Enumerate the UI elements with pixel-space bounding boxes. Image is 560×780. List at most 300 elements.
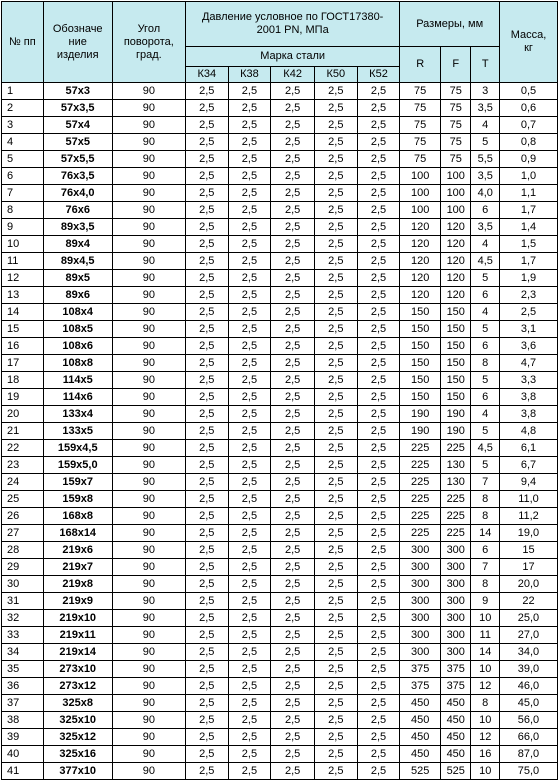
row-dim-r: 300 [400, 576, 441, 593]
row-pressure-k34: 2,5 [185, 287, 228, 304]
row-dim-r: 120 [400, 236, 441, 253]
row-pressure-k34: 2,5 [185, 389, 228, 406]
row-pressure-k38: 2,5 [228, 253, 271, 270]
row-pressure-k52: 2,5 [357, 542, 400, 559]
row-number: 10 [2, 236, 44, 253]
row-pressure-k50: 2,5 [314, 440, 357, 457]
row-pressure-k38: 2,5 [228, 627, 271, 644]
row-number: 22 [2, 440, 44, 457]
row-pressure-k52: 2,5 [357, 304, 400, 321]
row-pressure-k34: 2,5 [185, 559, 228, 576]
table-row [2, 389, 558, 406]
row-designation: 89x3,5 [43, 219, 112, 236]
row-angle: 90 [112, 372, 185, 389]
table-row [2, 372, 558, 389]
row-pressure-k38: 2,5 [228, 236, 271, 253]
row-designation: 219x11 [43, 627, 112, 644]
table-row [2, 100, 558, 117]
row-dim-r: 150 [400, 338, 441, 355]
row-dim-f: 150 [441, 338, 471, 355]
row-designation: 57x3 [43, 83, 112, 100]
row-number: 30 [2, 576, 44, 593]
row-pressure-k50: 2,5 [314, 338, 357, 355]
row-mass: 6,7 [499, 457, 557, 474]
row-pressure-k42: 2,5 [271, 712, 315, 729]
row-dim-t: 12 [471, 729, 499, 746]
row-pressure-k38: 2,5 [228, 168, 271, 185]
row-number: 27 [2, 525, 44, 542]
row-pressure-k42: 2,5 [271, 746, 315, 763]
row-angle: 90 [112, 542, 185, 559]
table-row [2, 117, 558, 134]
row-pressure-k50: 2,5 [314, 763, 357, 780]
row-number: 2 [2, 100, 44, 117]
row-pressure-k50: 2,5 [314, 474, 357, 491]
row-dim-r: 75 [400, 117, 441, 134]
table-row [2, 83, 558, 100]
row-mass: 1,1 [499, 185, 557, 202]
row-dim-r: 75 [400, 100, 441, 117]
row-pressure-k42: 2,5 [271, 117, 315, 134]
row-pressure-k50: 2,5 [314, 508, 357, 525]
table-row [2, 321, 558, 338]
row-pressure-k38: 2,5 [228, 406, 271, 423]
row-designation: 325x10 [43, 712, 112, 729]
row-number: 26 [2, 508, 44, 525]
row-dim-f: 75 [441, 83, 471, 100]
row-angle: 90 [112, 559, 185, 576]
row-dim-f: 120 [441, 219, 471, 236]
row-pressure-k50: 2,5 [314, 219, 357, 236]
row-dim-f: 375 [441, 678, 471, 695]
row-pressure-k42: 2,5 [271, 440, 315, 457]
header-steel-k52: К52 [357, 67, 400, 83]
row-number: 1 [2, 83, 44, 100]
row-pressure-k52: 2,5 [357, 83, 400, 100]
row-number: 41 [2, 763, 44, 780]
row-pressure-k50: 2,5 [314, 729, 357, 746]
table-row [2, 644, 558, 661]
row-pressure-k50: 2,5 [314, 661, 357, 678]
row-pressure-k52: 2,5 [357, 117, 400, 134]
row-dim-r: 225 [400, 474, 441, 491]
row-dim-t: 10 [471, 610, 499, 627]
table-row [2, 338, 558, 355]
row-pressure-k50: 2,5 [314, 236, 357, 253]
table-row [2, 185, 558, 202]
row-angle: 90 [112, 746, 185, 763]
row-dim-t: 5 [471, 423, 499, 440]
row-pressure-k34: 2,5 [185, 440, 228, 457]
row-dim-f: 190 [441, 406, 471, 423]
row-pressure-k34: 2,5 [185, 712, 228, 729]
row-angle: 90 [112, 525, 185, 542]
row-pressure-k50: 2,5 [314, 151, 357, 168]
table-row [2, 729, 558, 746]
row-mass: 4,7 [499, 355, 557, 372]
row-pressure-k42: 2,5 [271, 406, 315, 423]
row-designation: 168x14 [43, 525, 112, 542]
row-number: 4 [2, 134, 44, 151]
header-angle: Угол поворота, град. [112, 2, 185, 83]
row-pressure-k42: 2,5 [271, 695, 315, 712]
row-number: 37 [2, 695, 44, 712]
row-number: 23 [2, 457, 44, 474]
row-pressure-k52: 2,5 [357, 457, 400, 474]
row-designation: 159x5,0 [43, 457, 112, 474]
row-angle: 90 [112, 117, 185, 134]
row-dim-f: 100 [441, 185, 471, 202]
row-pressure-k38: 2,5 [228, 321, 271, 338]
row-dim-t: 14 [471, 525, 499, 542]
row-mass: 0,8 [499, 134, 557, 151]
row-pressure-k50: 2,5 [314, 406, 357, 423]
row-angle: 90 [112, 151, 185, 168]
row-pressure-k50: 2,5 [314, 576, 357, 593]
row-pressure-k38: 2,5 [228, 202, 271, 219]
table-row [2, 712, 558, 729]
row-pressure-k42: 2,5 [271, 508, 315, 525]
row-number: 11 [2, 253, 44, 270]
row-pressure-k38: 2,5 [228, 593, 271, 610]
row-pressure-k52: 2,5 [357, 202, 400, 219]
row-dim-t: 6 [471, 338, 499, 355]
row-angle: 90 [112, 236, 185, 253]
row-number: 16 [2, 338, 44, 355]
row-dim-f: 300 [441, 627, 471, 644]
row-dim-r: 150 [400, 355, 441, 372]
row-dim-f: 450 [441, 746, 471, 763]
header-dim-t: T [471, 47, 499, 83]
row-pressure-k50: 2,5 [314, 559, 357, 576]
row-angle: 90 [112, 712, 185, 729]
row-designation: 57x5 [43, 134, 112, 151]
row-pressure-k52: 2,5 [357, 729, 400, 746]
row-angle: 90 [112, 610, 185, 627]
row-dim-r: 150 [400, 304, 441, 321]
row-angle: 90 [112, 168, 185, 185]
table-row [2, 219, 558, 236]
row-designation: 57x4 [43, 117, 112, 134]
row-pressure-k50: 2,5 [314, 100, 357, 117]
row-dim-f: 120 [441, 270, 471, 287]
row-pressure-k34: 2,5 [185, 406, 228, 423]
row-dim-t: 5 [471, 134, 499, 151]
row-pressure-k52: 2,5 [357, 355, 400, 372]
row-pressure-k42: 2,5 [271, 219, 315, 236]
row-pressure-k34: 2,5 [185, 763, 228, 780]
row-pressure-k42: 2,5 [271, 338, 315, 355]
row-designation: 76x4,0 [43, 185, 112, 202]
row-pressure-k34: 2,5 [185, 576, 228, 593]
row-dim-t: 6 [471, 202, 499, 219]
row-number: 39 [2, 729, 44, 746]
row-pressure-k38: 2,5 [228, 338, 271, 355]
row-dim-f: 100 [441, 168, 471, 185]
row-pressure-k52: 2,5 [357, 576, 400, 593]
row-pressure-k38: 2,5 [228, 746, 271, 763]
row-pressure-k34: 2,5 [185, 508, 228, 525]
row-angle: 90 [112, 304, 185, 321]
row-number: 28 [2, 542, 44, 559]
row-angle: 90 [112, 270, 185, 287]
row-dim-f: 300 [441, 559, 471, 576]
row-angle: 90 [112, 134, 185, 151]
row-designation: 159x4,5 [43, 440, 112, 457]
row-dim-f: 525 [441, 763, 471, 780]
header-dim-f: F [441, 47, 471, 83]
row-dim-f: 120 [441, 236, 471, 253]
row-number: 19 [2, 389, 44, 406]
header-name: Обозначе ние изделия [43, 2, 112, 83]
elbow-spec-table [1, 1, 558, 780]
row-mass: 2,5 [499, 304, 557, 321]
table-row [2, 576, 558, 593]
row-pressure-k34: 2,5 [185, 338, 228, 355]
row-dim-r: 225 [400, 525, 441, 542]
row-designation: 89x4 [43, 236, 112, 253]
row-dim-t: 6 [471, 389, 499, 406]
row-dim-r: 300 [400, 627, 441, 644]
row-dim-f: 450 [441, 695, 471, 712]
row-dim-f: 300 [441, 542, 471, 559]
table-row [2, 457, 558, 474]
row-number: 38 [2, 712, 44, 729]
row-pressure-k34: 2,5 [185, 321, 228, 338]
row-pressure-k34: 2,5 [185, 168, 228, 185]
row-mass: 17 [499, 559, 557, 576]
table-body [2, 83, 558, 780]
row-dim-f: 190 [441, 423, 471, 440]
row-pressure-k50: 2,5 [314, 355, 357, 372]
table-row [2, 253, 558, 270]
row-angle: 90 [112, 678, 185, 695]
row-dim-f: 75 [441, 100, 471, 117]
row-pressure-k52: 2,5 [357, 525, 400, 542]
row-designation: 108x4 [43, 304, 112, 321]
row-pressure-k52: 2,5 [357, 236, 400, 253]
row-mass: 1,4 [499, 219, 557, 236]
row-pressure-k34: 2,5 [185, 134, 228, 151]
row-mass: 22 [499, 593, 557, 610]
row-dim-f: 300 [441, 576, 471, 593]
row-pressure-k52: 2,5 [357, 219, 400, 236]
row-mass: 4,8 [499, 423, 557, 440]
row-pressure-k34: 2,5 [185, 644, 228, 661]
row-pressure-k52: 2,5 [357, 678, 400, 695]
row-pressure-k52: 2,5 [357, 440, 400, 457]
row-dim-f: 120 [441, 253, 471, 270]
row-dim-f: 150 [441, 389, 471, 406]
row-pressure-k50: 2,5 [314, 491, 357, 508]
row-pressure-k38: 2,5 [228, 83, 271, 100]
row-dim-f: 300 [441, 593, 471, 610]
row-dim-r: 225 [400, 508, 441, 525]
row-pressure-k38: 2,5 [228, 661, 271, 678]
row-dim-t: 5,5 [471, 151, 499, 168]
row-number: 13 [2, 287, 44, 304]
row-pressure-k42: 2,5 [271, 610, 315, 627]
row-dim-r: 100 [400, 185, 441, 202]
row-mass: 46,0 [499, 678, 557, 695]
row-pressure-k52: 2,5 [357, 627, 400, 644]
row-dim-f: 75 [441, 151, 471, 168]
row-pressure-k34: 2,5 [185, 270, 228, 287]
row-mass: 39,0 [499, 661, 557, 678]
row-dim-r: 300 [400, 542, 441, 559]
row-pressure-k52: 2,5 [357, 695, 400, 712]
row-dim-t: 5 [471, 372, 499, 389]
row-pressure-k34: 2,5 [185, 627, 228, 644]
row-pressure-k52: 2,5 [357, 134, 400, 151]
row-pressure-k52: 2,5 [357, 610, 400, 627]
row-angle: 90 [112, 355, 185, 372]
row-dim-r: 375 [400, 661, 441, 678]
row-pressure-k42: 2,5 [271, 678, 315, 695]
row-dim-r: 450 [400, 712, 441, 729]
row-dim-f: 225 [441, 525, 471, 542]
row-number: 40 [2, 746, 44, 763]
row-pressure-k34: 2,5 [185, 219, 228, 236]
row-designation: 325x16 [43, 746, 112, 763]
row-pressure-k38: 2,5 [228, 355, 271, 372]
row-designation: 108x6 [43, 338, 112, 355]
row-pressure-k34: 2,5 [185, 457, 228, 474]
row-dim-r: 150 [400, 372, 441, 389]
row-mass: 1,7 [499, 253, 557, 270]
row-dim-t: 4 [471, 304, 499, 321]
row-mass: 11,2 [499, 508, 557, 525]
row-mass: 0,9 [499, 151, 557, 168]
row-dim-t: 8 [471, 355, 499, 372]
row-pressure-k42: 2,5 [271, 134, 315, 151]
row-pressure-k50: 2,5 [314, 627, 357, 644]
row-dim-f: 450 [441, 729, 471, 746]
row-mass: 87,0 [499, 746, 557, 763]
row-dim-t: 11 [471, 627, 499, 644]
row-number: 12 [2, 270, 44, 287]
row-dim-f: 150 [441, 304, 471, 321]
row-pressure-k42: 2,5 [271, 355, 315, 372]
row-pressure-k52: 2,5 [357, 372, 400, 389]
row-pressure-k50: 2,5 [314, 712, 357, 729]
row-angle: 90 [112, 474, 185, 491]
row-dim-t: 3 [471, 83, 499, 100]
row-pressure-k38: 2,5 [228, 440, 271, 457]
row-pressure-k52: 2,5 [357, 100, 400, 117]
row-designation: 219x9 [43, 593, 112, 610]
row-designation: 159x8 [43, 491, 112, 508]
row-dim-r: 300 [400, 644, 441, 661]
row-dim-f: 225 [441, 508, 471, 525]
row-mass: 27,0 [499, 627, 557, 644]
row-designation: 219x8 [43, 576, 112, 593]
row-pressure-k34: 2,5 [185, 423, 228, 440]
row-number: 6 [2, 168, 44, 185]
row-pressure-k42: 2,5 [271, 763, 315, 780]
row-number: 8 [2, 202, 44, 219]
row-dim-r: 120 [400, 219, 441, 236]
row-pressure-k38: 2,5 [228, 729, 271, 746]
row-number: 7 [2, 185, 44, 202]
row-mass: 6,1 [499, 440, 557, 457]
table-row [2, 491, 558, 508]
row-pressure-k38: 2,5 [228, 134, 271, 151]
row-pressure-k42: 2,5 [271, 525, 315, 542]
row-pressure-k38: 2,5 [228, 423, 271, 440]
row-dim-t: 4,0 [471, 185, 499, 202]
row-dim-t: 5 [471, 321, 499, 338]
row-pressure-k38: 2,5 [228, 525, 271, 542]
row-pressure-k52: 2,5 [357, 508, 400, 525]
row-dim-t: 4 [471, 236, 499, 253]
row-pressure-k50: 2,5 [314, 372, 357, 389]
table-row [2, 746, 558, 763]
row-dim-r: 375 [400, 678, 441, 695]
row-mass: 3,3 [499, 372, 557, 389]
row-pressure-k34: 2,5 [185, 542, 228, 559]
row-designation: 133x4 [43, 406, 112, 423]
row-number: 33 [2, 627, 44, 644]
row-pressure-k42: 2,5 [271, 83, 315, 100]
row-pressure-k52: 2,5 [357, 406, 400, 423]
row-pressure-k50: 2,5 [314, 321, 357, 338]
row-pressure-k50: 2,5 [314, 457, 357, 474]
row-pressure-k50: 2,5 [314, 253, 357, 270]
table-row [2, 763, 558, 780]
row-designation: 219x6 [43, 542, 112, 559]
row-pressure-k42: 2,5 [271, 100, 315, 117]
row-pressure-k34: 2,5 [185, 729, 228, 746]
table-row [2, 661, 558, 678]
row-pressure-k50: 2,5 [314, 746, 357, 763]
row-dim-f: 75 [441, 134, 471, 151]
row-mass: 3,6 [499, 338, 557, 355]
row-dim-t: 10 [471, 661, 499, 678]
row-mass: 19,0 [499, 525, 557, 542]
row-dim-t: 3,5 [471, 168, 499, 185]
row-dim-r: 225 [400, 491, 441, 508]
table-header [2, 2, 558, 83]
table-row [2, 525, 558, 542]
row-pressure-k34: 2,5 [185, 661, 228, 678]
row-angle: 90 [112, 593, 185, 610]
row-dim-f: 150 [441, 355, 471, 372]
row-pressure-k34: 2,5 [185, 202, 228, 219]
row-angle: 90 [112, 695, 185, 712]
row-angle: 90 [112, 83, 185, 100]
row-mass: 1,5 [499, 236, 557, 253]
row-designation: 114x5 [43, 372, 112, 389]
row-dim-r: 120 [400, 287, 441, 304]
table-row [2, 202, 558, 219]
row-pressure-k52: 2,5 [357, 423, 400, 440]
header-dim-r: R [400, 47, 441, 83]
table-row [2, 406, 558, 423]
row-angle: 90 [112, 644, 185, 661]
row-pressure-k52: 2,5 [357, 287, 400, 304]
row-dim-t: 4 [471, 117, 499, 134]
row-dim-r: 300 [400, 593, 441, 610]
row-pressure-k38: 2,5 [228, 219, 271, 236]
row-dim-f: 450 [441, 712, 471, 729]
row-mass: 75,0 [499, 763, 557, 780]
row-dim-t: 7 [471, 474, 499, 491]
row-designation: 133x5 [43, 423, 112, 440]
table-row [2, 695, 558, 712]
row-angle: 90 [112, 457, 185, 474]
row-dim-t: 6 [471, 287, 499, 304]
